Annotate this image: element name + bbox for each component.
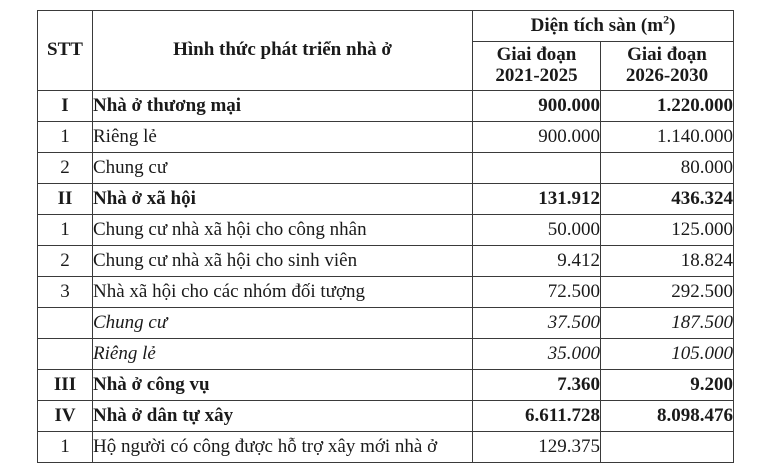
row-label: Nhà ở xã hội [93, 184, 473, 215]
row-value-2021-2025: 7.360 [473, 370, 601, 401]
row-label: Nhà ở thương mại [93, 91, 473, 122]
row-value-2021-2025: 72.500 [473, 277, 601, 308]
row-label: Nhà ở công vụ [93, 370, 473, 401]
row-value-2026-2030: 125.000 [601, 215, 734, 246]
row-value-2026-2030: 18.824 [601, 246, 734, 277]
row-value-2026-2030: 8.098.476 [601, 401, 734, 432]
row-value-2026-2030: 105.000 [601, 339, 734, 370]
row-value-2021-2025: 9.412 [473, 246, 601, 277]
row-stt [38, 308, 93, 339]
row-value-2026-2030: 9.200 [601, 370, 734, 401]
row-stt: IV [38, 401, 93, 432]
row-label: Hộ người có công được hỗ trợ xây mới nhà ở [93, 432, 473, 463]
row-value-2026-2030: 187.500 [601, 308, 734, 339]
header-period-2026-2030: Giai đoạn 2026-2030 [601, 42, 734, 91]
header-description: Hình thức phát triển nhà ở [93, 11, 473, 91]
row-value-2021-2025 [473, 153, 601, 184]
table-row [38, 246, 734, 277]
housing-floor-area-table [37, 10, 734, 463]
row-stt: 1 [38, 215, 93, 246]
row-value-2026-2030: 292.500 [601, 277, 734, 308]
row-value-2021-2025: 900.000 [473, 122, 601, 153]
row-label: Riêng lẻ [93, 122, 473, 153]
row-value-2026-2030: 80.000 [601, 153, 734, 184]
row-stt [38, 339, 93, 370]
row-stt: 2 [38, 153, 93, 184]
table-row [38, 215, 734, 246]
header-period-2021-2025: Giai đoạn 2021-2025 [473, 42, 601, 91]
row-value-2021-2025: 6.611.728 [473, 401, 601, 432]
row-stt: I [38, 91, 93, 122]
table-row [38, 91, 734, 122]
row-stt: 3 [38, 277, 93, 308]
header-stt: STT [38, 11, 93, 91]
table-row [38, 370, 734, 401]
table-row [38, 184, 734, 215]
row-value-2026-2030: 1.220.000 [601, 91, 734, 122]
row-stt: 2 [38, 246, 93, 277]
row-label: Chung cư [93, 153, 473, 184]
table-row [38, 122, 734, 153]
row-value-2026-2030: 1.140.000 [601, 122, 734, 153]
row-stt: III [38, 370, 93, 401]
row-value-2026-2030: 436.324 [601, 184, 734, 215]
row-value-2021-2025: 37.500 [473, 308, 601, 339]
row-label: Nhà ở dân tự xây [93, 401, 473, 432]
row-value-2021-2025: 131.912 [473, 184, 601, 215]
row-stt: 1 [38, 432, 93, 463]
row-stt: 1 [38, 122, 93, 153]
row-value-2021-2025: 35.000 [473, 339, 601, 370]
table-row [38, 401, 734, 432]
row-label: Chung cư nhà xã hội cho sinh viên [93, 246, 473, 277]
row-label: Chung cư nhà xã hội cho công nhân [93, 215, 473, 246]
table-row [38, 153, 734, 184]
row-label: Riêng lẻ [93, 339, 473, 370]
header-floor-area: Diện tích sàn $(m^2)$ [473, 11, 734, 42]
row-label: Chung cư [93, 308, 473, 339]
table-row [38, 308, 734, 339]
row-label: Nhà xã hội cho các nhóm đối tượng [93, 277, 473, 308]
row-value-2021-2025: 900.000 [473, 91, 601, 122]
table-row [38, 339, 734, 370]
table-row [38, 277, 734, 308]
row-value-2021-2025: 50.000 [473, 215, 601, 246]
row-value-2021-2025: 129.375 [473, 432, 601, 463]
row-stt: II [38, 184, 93, 215]
table-row [38, 432, 734, 463]
row-value-2026-2030 [601, 432, 734, 463]
